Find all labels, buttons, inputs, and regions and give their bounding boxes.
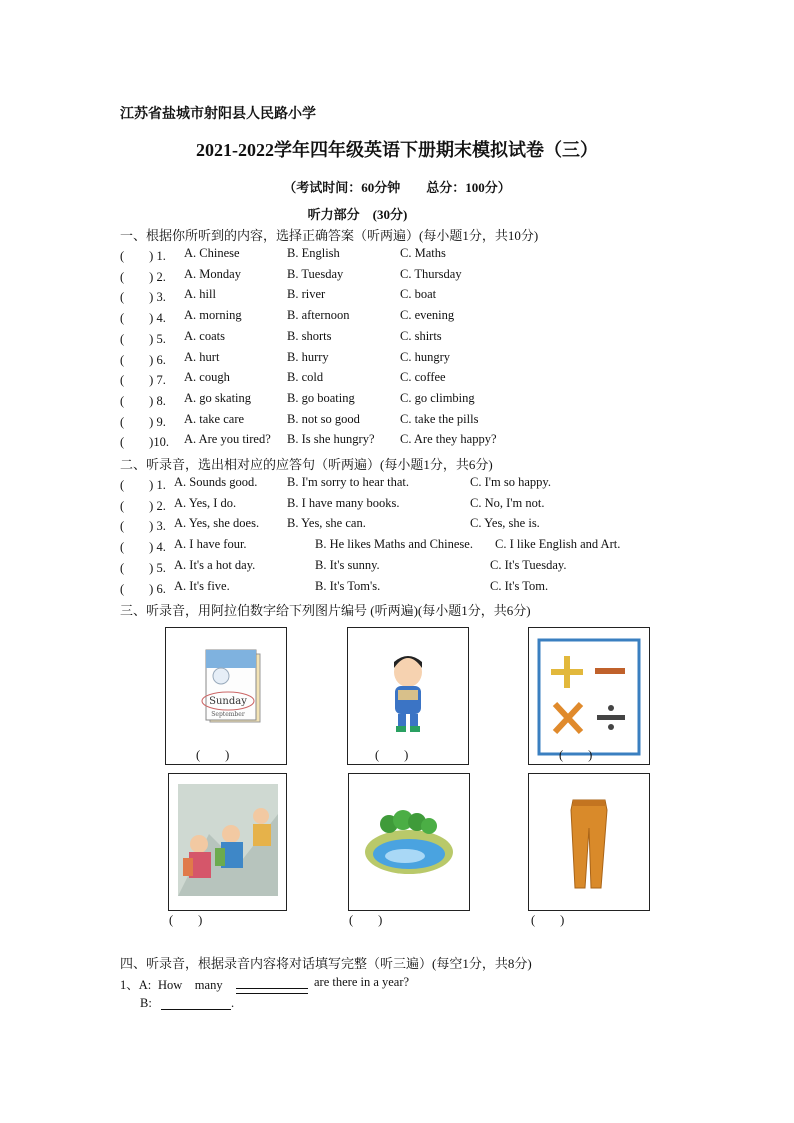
picture-trousers [528,773,650,927]
option-b: B. hurry [287,349,329,364]
option-c: C. It's Tuesday. [490,557,567,572]
option-b: B. Tuesday [287,266,344,281]
calendar-day: Sunday [209,696,247,707]
option-a: A. take care [184,411,245,426]
option-c: C. Yes, she is. [470,516,540,531]
answer-bracket[interactable]: ( ) 6. [120,581,166,596]
answer-paren-1[interactable]: ( ) [196,748,230,762]
option-b: B. I have many books. [287,495,400,510]
answer-paren-3[interactable]: ( ) [559,748,593,762]
option-b: B. It's sunny. [315,557,380,572]
q1-b-label: B: [140,996,152,1010]
option-b: B. shorts [287,328,332,343]
option-c: C. coffee [400,370,446,385]
option-c: C. No, I'm not. [470,495,545,510]
answer-bracket[interactable]: ( ) 2. [120,498,166,513]
option-a: A. coats [184,328,225,343]
answer-bracket[interactable]: ( ) 3. [120,290,166,305]
q1-a-text2: are there in a year? [314,975,410,989]
option-a: A. cough [184,370,230,385]
sick-boy-icon [348,628,468,764]
answer-bracket[interactable]: ( ) 2. [120,269,166,284]
option-a: A. morning [184,308,242,323]
answer-bracket[interactable]: ( ) 8. [120,393,166,408]
option-b: B. go boating [287,390,355,405]
answer-bracket[interactable]: ( ) 3. [120,519,166,534]
part-heading: 听力部分 (30分) [307,207,408,222]
option-a: A. hill [184,287,216,302]
option-c: C. I'm so happy. [470,475,551,489]
exam-title: 2021-2022学年四年级英语下册期末模拟试卷（三） [196,140,598,160]
option-c: C. go climbing [400,390,475,405]
q1-b-end: . [231,996,235,1010]
option-c: C. It's Tom. [490,578,549,593]
answer-bracket[interactable]: ( ) 1. [120,249,166,263]
trousers-icon [529,774,649,910]
section1-heading: 一、根据你所听到的内容，选择正确答案（听两遍）(每小题1分，共10分) [120,228,539,243]
picture-hiking-kids [168,773,287,927]
option-c: C. Are they happy? [400,432,497,447]
option-b: B. cold [287,370,324,385]
option-c: C. shirts [400,328,442,343]
option-a: A. Monday [184,266,241,281]
section3-heading: 三、听录音，用阿拉伯数字给下列图片编号 (听两遍)(每小题1分，共6分) [120,603,531,618]
answer-bracket[interactable]: ( )10. [120,435,169,450]
answer-bracket[interactable]: ( ) 4. [120,540,166,555]
option-c: C. Thursday [400,266,462,281]
q1-a-text1: How many [158,978,223,992]
answer-bracket[interactable]: ( ) 9. [120,414,166,429]
answer-paren-2[interactable]: ( ) [375,748,409,762]
answer-paren-4[interactable]: ( ) [169,913,203,927]
option-a: A. hurt [184,349,220,364]
answer-bracket[interactable]: ( ) 6. [120,352,166,367]
picture-lake [348,773,470,927]
option-b: B. not so good [287,411,360,426]
picture-math-signs [528,627,650,765]
answer-bracket[interactable]: ( ) 5. [120,560,166,575]
lake-icon [349,774,469,910]
option-c: C. take the pills [400,411,479,426]
answer-paren-5[interactable]: ( ) [349,913,383,927]
answer-paren-6[interactable]: ( ) [531,913,565,927]
picture-sick-boy [347,627,469,765]
q1-a-label: 1、A: [120,978,152,992]
option-b: B. He likes Maths and Chinese. [315,537,473,552]
section2-heading: 二、听录音，选出相对应的应答句（听两遍）(每小题1分，共6分) [120,457,493,472]
option-c: C. boat [400,287,437,302]
q1-blank-1[interactable] [236,976,308,994]
hiking-kids-icon [169,774,286,910]
option-a: A. Chinese [184,246,240,260]
answer-bracket[interactable]: ( ) 4. [120,311,166,326]
option-b: B. Yes, she can. [287,516,366,531]
option-a: A. Yes, she does. [174,516,260,531]
exam-info: （考试时间：60分钟 总分：100分） [283,180,511,195]
school-name: 江苏省盐城市射阳县人民路小学 [120,107,316,122]
section4-heading: 四、听录音，根据录音内容将对话填写完整（听三遍）(每空1分，共8分) [120,956,532,971]
answer-bracket[interactable]: ( ) 1. [120,478,166,492]
option-b: B. river [287,287,326,302]
option-b: B. Is she hungry? [287,432,375,447]
option-a: A. go skating [184,390,252,405]
option-c: C. I like English and Art. [495,537,621,552]
calendar-month: September [211,711,245,718]
option-a: A. It's a hot day. [174,557,256,572]
option-b: B. I'm sorry to hear that. [287,475,410,489]
math-symbols-icon [529,628,649,764]
option-a: A. Yes, I do. [174,495,237,510]
answer-bracket[interactable]: ( ) 7. [120,373,166,388]
option-a: A. I have four. [174,537,247,552]
option-c: C. Maths [400,246,446,260]
option-a: A. Are you tired? [184,432,271,447]
option-b: B. It's Tom's. [315,578,381,593]
picture-calendar [165,627,287,765]
option-b: B. English [287,246,340,260]
option-c: C. evening [400,308,455,323]
option-a: A. It's five. [174,578,230,593]
calendar-icon [166,628,286,764]
option-c: C. hungry [400,349,450,364]
option-a: A. Sounds good. [174,475,258,489]
option-b: B. afternoon [287,308,350,323]
answer-bracket[interactable]: ( ) 5. [120,331,166,346]
